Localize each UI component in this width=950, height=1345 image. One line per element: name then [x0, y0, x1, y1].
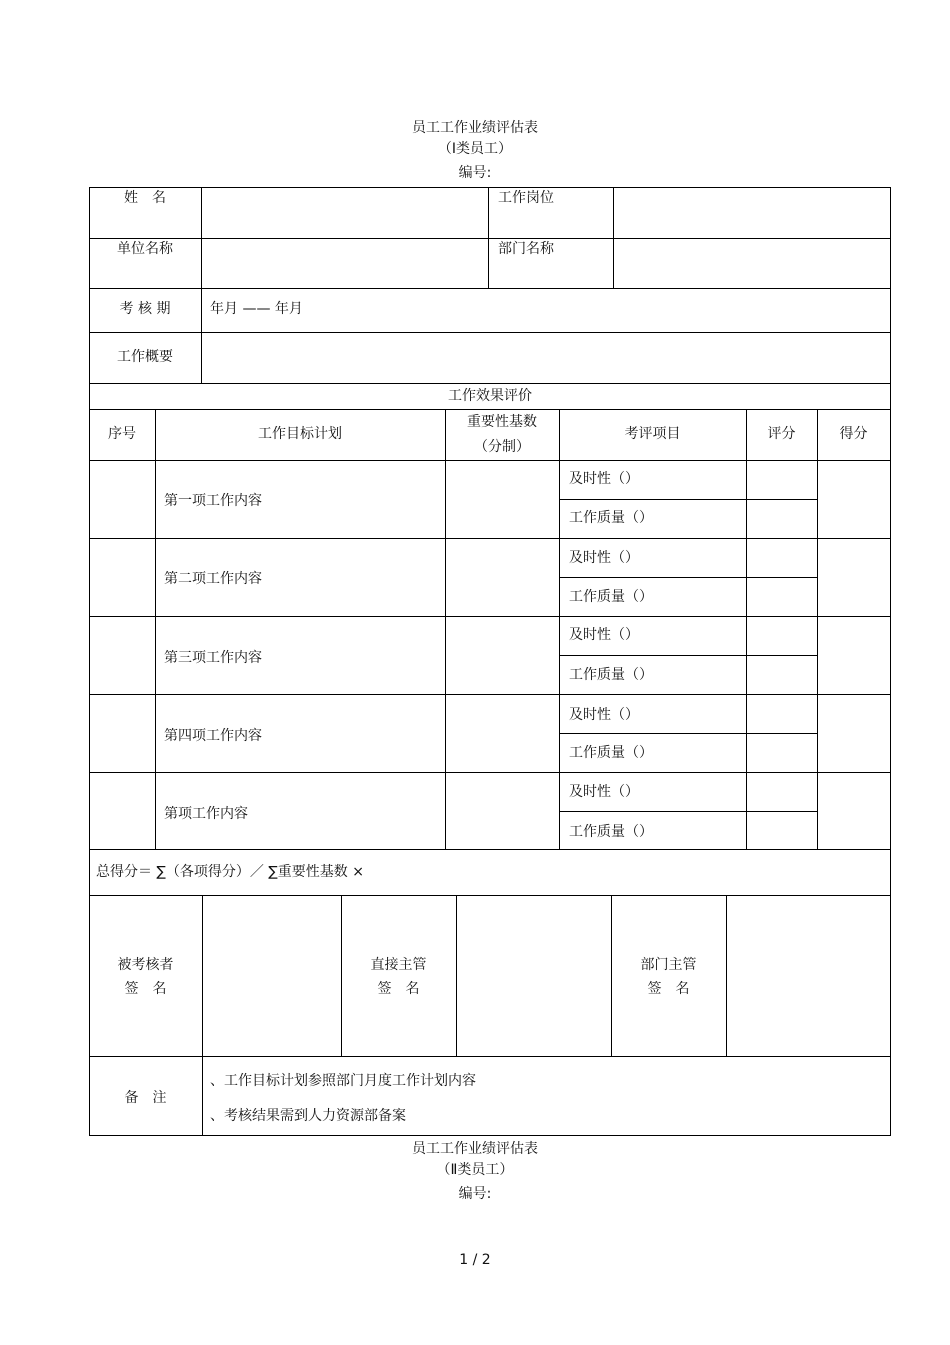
row-content: 第一项工作内容 — [164, 493, 262, 509]
row-quality: 工作质量（） — [569, 824, 653, 840]
col-score: 得分 — [839, 426, 868, 442]
form1-number-label: 编号: — [458, 165, 492, 181]
remarks-line1: 、工作目标计划参照部门月度工作计划内容 — [210, 1073, 476, 1089]
row-content: 第四项工作内容 — [164, 728, 262, 744]
label-position: 工作岗位 — [498, 190, 554, 206]
form2-number-label: 编号: — [458, 1186, 492, 1202]
remarks-line2: 、考核结果需到人力资源部备案 — [210, 1108, 406, 1124]
page-indicator: 1 / 2 — [459, 1252, 491, 1268]
row-content: 第项工作内容 — [164, 806, 248, 822]
col-item: 考评项目 — [624, 426, 681, 442]
form1-subtitle: （Ⅰ类员工） — [437, 141, 513, 157]
label-period: 考 核 期 — [119, 301, 171, 317]
row-quality: 工作质量（） — [569, 510, 653, 526]
sig-dept-head-line1: 部门主管 — [640, 957, 697, 973]
row-content: 第三项工作内容 — [164, 650, 262, 666]
label-name: 姓 名 — [124, 190, 166, 206]
sig-supervisor-line2: 签 名 — [377, 981, 420, 997]
col-seq: 序号 — [108, 426, 136, 442]
col-weight-line2: （分制） — [474, 439, 530, 455]
label-dept-name: 部门名称 — [498, 241, 554, 257]
form2-subtitle: （Ⅱ类员工） — [436, 1162, 514, 1178]
label-unit-name: 单位名称 — [117, 241, 173, 257]
col-plan: 工作目标计划 — [258, 426, 342, 442]
sig-dept-head-line2: 签 名 — [647, 981, 690, 997]
form1-title: 员工工作业绩评估表 — [412, 120, 538, 136]
sig-supervisor-line1: 直接主管 — [370, 957, 427, 973]
remarks-label: 备 注 — [124, 1090, 167, 1106]
period-value: 年月 —— 年月 — [210, 301, 303, 317]
row-timeliness: 及时性（） — [569, 471, 639, 487]
sig-appraisee-line1: 被考核者 — [117, 957, 174, 973]
section-title: 工作效果评价 — [448, 388, 532, 404]
label-summary: 工作概要 — [117, 349, 173, 365]
form2-title: 员工工作业绩评估表 — [412, 1141, 538, 1157]
sig-appraisee-line2: 签 名 — [124, 981, 167, 997]
col-weight-line1: 重要性基数 — [467, 414, 537, 430]
total-formula: 总得分＝ ∑（各项得分）／ ∑重要性基数 × — [96, 864, 364, 880]
row-timeliness: 及时性（） — [569, 627, 639, 643]
row-content: 第二项工作内容 — [164, 571, 262, 587]
row-quality: 工作质量（） — [569, 745, 653, 761]
col-rating: 评分 — [767, 426, 796, 442]
row-timeliness: 及时性（） — [569, 784, 639, 800]
row-timeliness: 及时性（） — [569, 550, 639, 566]
row-quality: 工作质量（） — [569, 589, 653, 605]
row-timeliness: 及时性（） — [569, 707, 639, 723]
row-quality: 工作质量（） — [569, 667, 653, 683]
